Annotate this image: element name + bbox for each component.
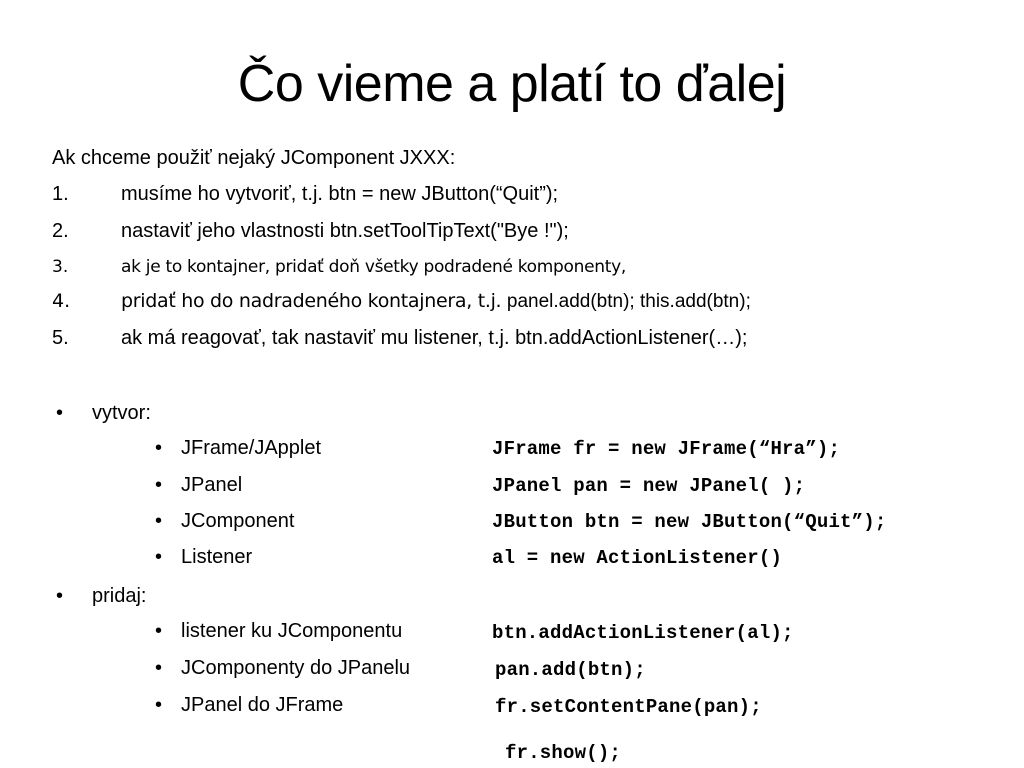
bullet-icon: • (56, 585, 64, 607)
add-label: pridaj: (92, 585, 147, 607)
step-text-3: ak je to kontajner, pridať doň všetky podradené komponenty, (121, 257, 626, 277)
final-code: fr.show(); (505, 742, 622, 764)
add-item-code: pan.add(btn); (495, 659, 646, 681)
step-number-5: 5. (52, 327, 69, 349)
create-item-code: JButton btn = new JButton(“Quit”); (492, 511, 887, 533)
create-item-label: JComponent (181, 510, 295, 532)
step-text-2: nastaviť jeho vlastnosti btn.setToolTipText("Bye !"); (121, 220, 569, 242)
step-number-1: 1. (52, 183, 69, 205)
step-text-4-main: pridať ho do nadradeného kontajnera, t.j. (121, 290, 502, 312)
add-item-label: JPanel do JFrame (181, 694, 344, 716)
create-item-code: JFrame fr = new JFrame(“Hra”); (492, 438, 841, 460)
step-text-4-code: panel.add(btn); this.add(btn); (506, 291, 751, 312)
sub-bullet-icon: • (155, 620, 163, 642)
create-item-code: al = new ActionListener() (492, 547, 783, 569)
add-item-label: listener ku JComponentu (181, 620, 403, 642)
step-number-2: 2. (52, 220, 69, 242)
sub-bullet-icon: • (155, 474, 163, 496)
create-item-label: Listener (181, 546, 253, 568)
step-number-4: 4. (52, 290, 71, 312)
bullet-icon: • (56, 402, 64, 424)
sub-bullet-icon: • (155, 546, 163, 568)
sub-bullet-icon: • (155, 437, 163, 459)
intro-text: Ak chceme použiť nejaký JComponent JXXX: (52, 147, 456, 169)
step-text-1: musíme ho vytvoriť, t.j. btn = new JButton(“Quit”); (121, 183, 559, 205)
create-item-label: JPanel (181, 474, 243, 496)
create-item-code: JPanel pan = new JPanel( ); (492, 475, 806, 497)
sub-bullet-icon: • (155, 510, 163, 532)
add-item-code: fr.setContentPane(pan); (495, 696, 762, 718)
sub-bullet-icon: • (155, 694, 163, 716)
add-item-code: btn.addActionListener(al); (492, 622, 794, 644)
create-item-label: JFrame/JApplet (181, 437, 322, 459)
add-item-label: JComponenty do JPanelu (181, 657, 411, 679)
slide-title: Čo vieme a platí to ďalej (237, 55, 787, 113)
step-number-3: 3. (52, 257, 69, 277)
step-text-4 (121, 290, 751, 313)
create-label: vytvor: (92, 402, 151, 424)
step-text-5: ak má reagovať, tak nastaviť mu listener, t.j. btn.addActionListener(…); (121, 327, 748, 349)
sub-bullet-icon: • (155, 657, 163, 679)
